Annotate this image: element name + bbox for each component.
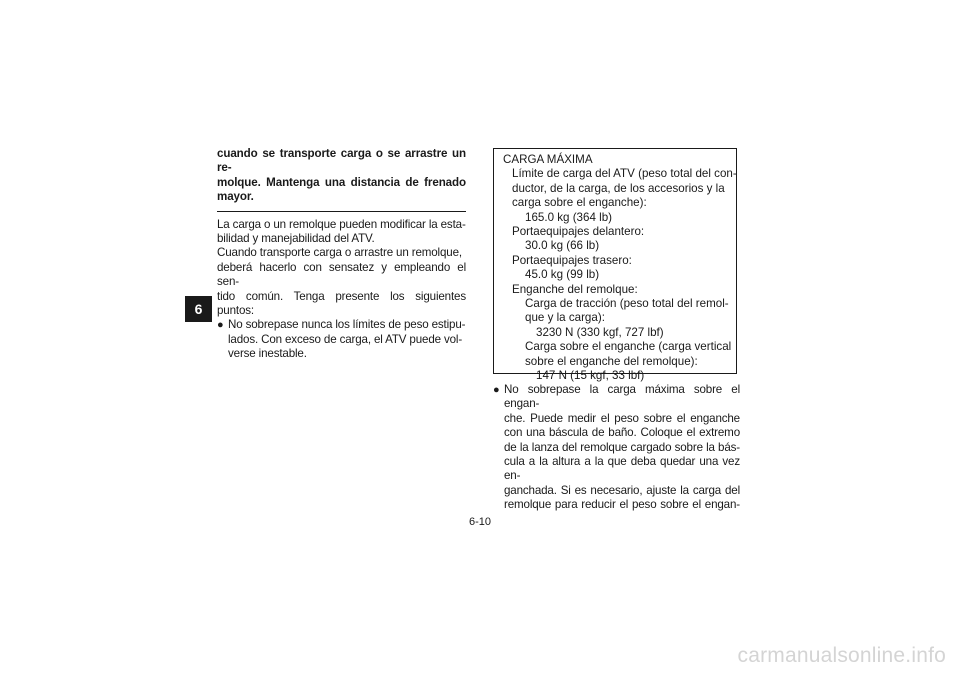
box-line: Enganche del remolque: [512, 282, 638, 296]
paragraph-common-sense [217, 246, 466, 318]
right-column [493, 383, 740, 513]
paragraph-stability [217, 218, 466, 247]
text-line: che. Puede medir el peso sobre el enganche [504, 411, 740, 425]
warning-divider [217, 211, 466, 212]
page-number: 6-10 [468, 516, 492, 528]
box-line: ductor, de la carga, de los accesorios y la [512, 181, 725, 195]
text-line: No sobrepase nunca los límites de peso estipu- [228, 318, 466, 332]
chapter-tab [185, 296, 212, 322]
max-load-box [493, 148, 737, 383]
text-line: de la lanza del remolque cargado sobre la bás- [504, 440, 740, 454]
text-line: lados. Con exceso de carga, el ATV puede vol- [228, 332, 463, 346]
box-line: sobre el enganche del remolque): [525, 354, 698, 368]
warning-continuation [217, 147, 466, 205]
box-title: CARGA MÁXIMA [503, 153, 593, 166]
box-line: Portaequipajes delantero: [512, 225, 645, 239]
text-line: bilidad y manejabilidad del ATV. [217, 232, 375, 246]
text-line: ganchada. Si es necesario, ajuste la carga del [504, 483, 740, 497]
bullet-text [504, 383, 740, 513]
box-value: 45.0 kg (99 lb) [525, 268, 600, 282]
box-line: Carga sobre el enganche (carga vertical [525, 340, 732, 354]
warning-line: molque. Mantenga una distancia de frenado [217, 175, 466, 189]
bullet-item-hitch-load [493, 383, 740, 513]
left-column [217, 147, 466, 362]
text-line: verse inestable. [228, 347, 307, 361]
text-line: No sobrepase la carga máxima sobre el engan- [504, 383, 740, 411]
text-line: con una báscula de baño. Coloque el extremo [504, 426, 740, 440]
text-line: cula a la altura a la que deba quedar una vez en- [504, 455, 740, 483]
box-value: 30.0 kg (66 lb) [525, 239, 600, 253]
watermark: carmanualsonline.info [737, 644, 946, 667]
warning-line: mayor. [217, 190, 254, 204]
bullet-icon: ● [493, 384, 500, 396]
text-line: tido común. Tenga presente los siguientes puntos: [217, 289, 466, 318]
box-line: carga sobre el enganche): [512, 196, 647, 210]
box-line: Carga de tracción (peso total del remol- [525, 297, 729, 311]
box-line: que y la carga): [525, 311, 605, 325]
text-line: Cuando transporte carga o arrastre un remolque, [217, 246, 462, 260]
box-value: 147 N (15 kgf, 33 lbf) [536, 369, 645, 383]
chapter-number: 6 [194, 301, 203, 317]
box-line: Límite de carga del ATV (peso total del con- [512, 167, 737, 181]
box-line: Portaequipajes trasero: [512, 253, 632, 267]
box-value: 165.0 kg (364 lb) [525, 210, 613, 224]
text-line: La carga o un remolque pueden modificar la esta- [217, 217, 466, 231]
bullet-item-weight-limits [217, 318, 466, 361]
box-value: 3230 N (330 kgf, 727 lbf) [536, 325, 664, 339]
bullet-text [228, 318, 466, 361]
text-line: remolque para reducir el peso sobre el engan- [504, 498, 740, 512]
warning-line: cuando se transporte carga o se arrastre un re- [217, 147, 466, 175]
text-line: deberá hacerlo con sensatez y empleando el sen- [217, 260, 466, 289]
bullet-icon: ● [217, 319, 224, 332]
